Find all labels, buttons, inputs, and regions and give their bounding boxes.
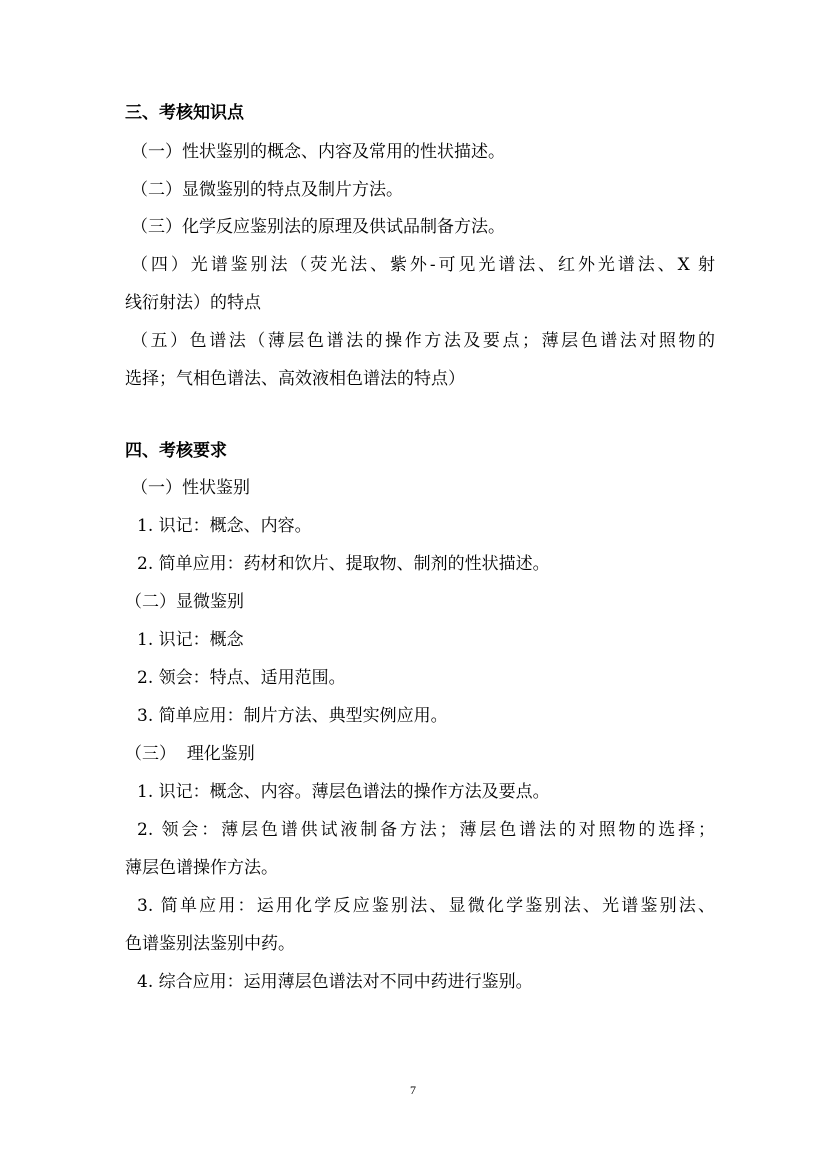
requirement-item: 2. 领会：薄层色谱供试液制备方法；薄层色谱法的对照物的选择； — [137, 820, 715, 840]
knowledge-point-item-cont: 线衍射法）的特点 — [125, 293, 261, 313]
knowledge-point-item: （二）显微鉴别的特点及制片方法。 — [131, 180, 403, 200]
requirement-item: 1. 识记：概念、内容。 — [137, 516, 312, 536]
section-heading-4: 四、考核要求 — [125, 441, 227, 461]
requirement-item-cont: 色谱鉴别法鉴别中药。 — [125, 934, 295, 954]
knowledge-point-item-cont: 选择；气相色谱法、高效液相色谱法的特点） — [125, 369, 465, 389]
requirement-subheading: （一）性状鉴别 — [131, 478, 250, 498]
knowledge-point-item: （五）色谱法（薄层色谱法的操作方法及要点；薄层色谱法对照物的 — [131, 331, 715, 351]
page-number: 7 — [410, 1083, 416, 1097]
requirement-item: 1. 识记：概念 — [137, 630, 244, 650]
knowledge-point-item: （三）化学反应鉴别法的原理及供试品制备方法。 — [131, 217, 505, 237]
requirement-item: 4. 综合应用：运用薄层色谱法对不同中药进行鉴别。 — [137, 972, 533, 992]
knowledge-point-item: （四）光谱鉴别法（荧光法、紫外-可见光谱法、红外光谱法、X 射 — [131, 255, 715, 275]
requirement-item: 1. 识记：概念、内容。薄层色谱法的操作方法及要点。 — [137, 782, 550, 802]
requirement-item-cont: 薄层色谱操作方法。 — [125, 858, 278, 878]
requirement-item: 3. 简单应用：制片方法、典型实例应用。 — [137, 706, 448, 726]
requirement-subheading: （三） 理化鉴别 — [125, 744, 255, 764]
knowledge-point-item: （一）性状鉴别的概念、内容及常用的性状描述。 — [131, 142, 505, 162]
requirement-item: 2. 领会：特点、适用范围。 — [137, 668, 346, 688]
requirement-subheading: （二）显微鉴别 — [125, 592, 244, 612]
requirement-item: 2. 简单应用：药材和饮片、提取物、制剂的性状描述。 — [137, 554, 550, 574]
requirement-item: 3. 简单应用：运用化学反应鉴别法、显微化学鉴别法、光谱鉴别法、 — [137, 896, 715, 916]
section-heading-3: 三、考核知识点 — [125, 103, 244, 123]
